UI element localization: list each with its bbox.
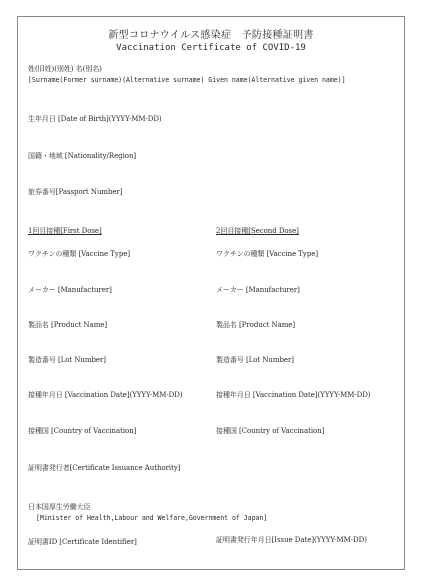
first-dose-manufacturer: メーカー [Manufacturer] bbox=[28, 286, 112, 294]
title-english: Vaccination Certificate of COVID-19 bbox=[116, 43, 306, 53]
second-dose-product-name: 製品名 [Product Name] bbox=[216, 321, 296, 329]
second-dose-country: 接種国 [Country of Vaccination] bbox=[216, 427, 325, 435]
authority-english: [Minister of Health,Labour and Welfare,Government of Japan] bbox=[36, 514, 268, 522]
passport-number-label: 旅券番号[Passport Number] bbox=[28, 188, 123, 196]
certificate-sheet bbox=[17, 16, 405, 570]
name-label-english: [Surname(Former surname)(Alternative surname) Given name(Alternative given name)] bbox=[28, 76, 346, 84]
date-of-birth-label: 生年月日 [Date of Birth](YYYY-MM-DD) bbox=[28, 115, 162, 123]
second-dose-manufacturer: メーカー [Manufacturer] bbox=[216, 286, 300, 294]
second-dose-vaccine-type: ワクチンの種類 [Vaccine Type] bbox=[216, 250, 319, 258]
first-dose-vaccine-type: ワクチンの種類 [Vaccine Type] bbox=[28, 250, 131, 258]
first-dose-lot-number: 製造番号 [Lot Number] bbox=[28, 356, 106, 364]
first-dose-product-name: 製品名 [Product Name] bbox=[28, 321, 108, 329]
second-dose-vaccination-date: 接種年月日 [Vaccination Date](YYYY-MM-DD) bbox=[216, 391, 371, 399]
nationality-label: 国籍・地域 [Nationality/Region] bbox=[28, 152, 137, 160]
certificate-issuer-label: 証明書発行者[Certificate Issuance Authority] bbox=[28, 464, 181, 472]
authority-japanese: 日本国厚生労働大臣 bbox=[28, 503, 91, 511]
name-label-japanese: 姓(旧姓)(別姓) 名(別名) bbox=[28, 65, 102, 73]
first-dose-country: 接種国 [Country of Vaccination] bbox=[28, 427, 137, 435]
first-dose-heading: 1回目接種[First Dose] bbox=[28, 227, 102, 235]
certificate-id-label: 証明書ID [Certificate Identifier] bbox=[28, 538, 137, 546]
first-dose-vaccination-date: 接種年月日 [Vaccination Date](YYYY-MM-DD) bbox=[28, 391, 183, 399]
second-dose-heading: 2回目接種[Second Dose] bbox=[216, 227, 299, 235]
second-dose-lot-number: 製造番号 [Lot Number] bbox=[216, 356, 294, 364]
title-japanese: 新型コロナウイルス感染症 予防接種証明書 bbox=[108, 30, 314, 41]
issue-date-label: 証明書発行年月日[Issue Date](YYYY-MM-DD) bbox=[216, 536, 367, 544]
